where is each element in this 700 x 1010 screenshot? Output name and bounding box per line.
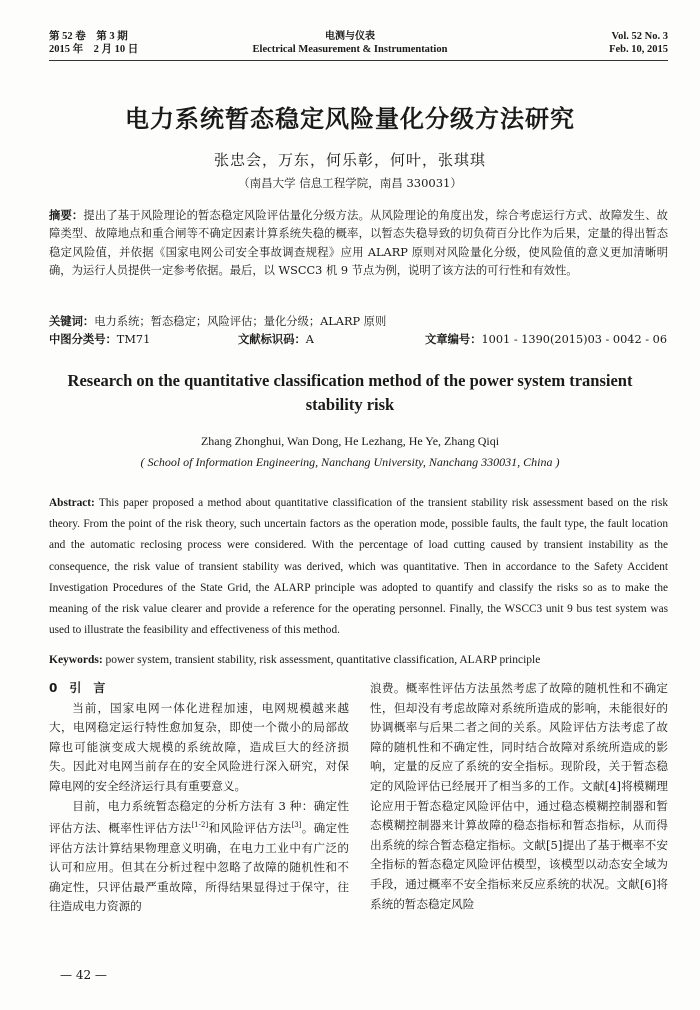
abstract-en	[49, 493, 668, 641]
affiliation-zh: （南昌大学 信息工程学院，南昌 330031）	[238, 176, 462, 190]
header-date-zh: 2015 年 2 月 10 日	[49, 44, 139, 55]
citation-3: [3]	[291, 821, 302, 830]
page-number: — 42 —	[60, 968, 107, 982]
section-heading-intro: 0 引 言	[49, 681, 106, 695]
header-volume-zh: 第 52 卷 第 3 期	[49, 31, 128, 42]
abstract-zh-text: 提出了基于风险理论的暂态稳定风险评估量化分级方法。从风险理论的角度出发，综合考虑运行方式、故障发生、故障类型、故障地点和重合闸等不确定因素计算系统失稳的概率，以暂态失稳导致的切负荷百分比作为后果，定量的得出暂态稳定风险值，并依据《国家电网公司安全事故调查规程》应用 ALARP 原则对风险量化分级，使风险值的意义更加清晰明确，为运行人员提供一定参考依据。最后，以 WSCC3 机 9 节点为例，说明了该方法的可行性和有效性。	[49, 209, 668, 278]
keywords-zh-text: 电力系统；暂态稳定；风险评估；量化分级；ALARP 原则	[94, 315, 387, 328]
header-journal-en: Electrical Measurement & Instrumentation	[252, 44, 448, 55]
clc-value: TM71	[116, 333, 151, 346]
intro-paragraph-1: 当前，国家电网一体化进程加速，电网规模越来越大，电网稳定运行特性愈加复杂，即使一个微小的局部故障也可能演变成大规模的系统故障，造成巨大的经济损失。因此对电网当前存在的安全风险进行深入研究，对保障电网的安全经济运行具有重要意义。	[49, 700, 349, 793]
keywords-en-text: power system, transient stability, risk assessment, quantitative classification, ALARP principle	[102, 654, 541, 666]
body-left-column	[49, 679, 349, 917]
abstract-en-label: Abstract:	[49, 497, 95, 509]
keywords-en-label: Keywords:	[49, 654, 103, 666]
keywords-zh	[49, 313, 386, 330]
abstract-zh	[49, 207, 668, 281]
clc-label: 中图分类号：	[49, 333, 117, 346]
article-number	[425, 331, 667, 348]
intro-p2-part-b: 和风险评估方法	[208, 821, 292, 836]
intro-p2-part-c: 。确定性评估方法计算结果物理意义明确，在电力工业中有广泛的认可和应用。但其在分析过程中忽略了故障的随机性和不确定性，只评估最严重故障，所得结果显得过于保守，往往造成电力资源的	[49, 821, 349, 914]
paper-title-en: Research on the quantitative classification method of the power system transient stability risk	[67, 371, 633, 414]
header-volume-en: Vol. 52 No. 3	[611, 31, 668, 42]
body-right-column	[370, 679, 668, 914]
doc-code	[238, 331, 314, 348]
authors-en: Zhang Zhonghui, Wan Dong, He Lezhang, He Ye, Zhang Qiqi	[200, 434, 500, 448]
doc-code-value: A	[305, 333, 314, 346]
keywords-zh-label: 关键词：	[49, 315, 95, 328]
abstract-en-text: This paper proposed a method about quantitative classification of the transient stability risk assessment based on the risk theory. From the point of the risk theory, such uncertain factors as the operation mode, possible faults, the fault type, the fault location and the automatic reclosing process were considered. With the percentage of load cutting caused by transient instability as the consequence, the risk value of transient stability was derived, which was quantitative. Then in accordance to the Safety Accident Investigation Procedures of the State Grid, the ALARP principle was adopted to quantify and classify the risks so as to make the meaning of the risk value clearer and provide a reference for the operating personnel. Finally, the WSCC3 unit 9 bus test system was used to illustrate the feasibility and effectiveness of this method.	[49, 497, 668, 637]
header-date-en: Feb. 10, 2015	[609, 44, 668, 55]
article-number-label: 文章编号：	[425, 333, 482, 346]
citation-1-2: [1-2]	[191, 821, 209, 830]
doc-code-label: 文献标识码：	[238, 333, 306, 346]
header-journal-zh: 电测与仪表	[325, 31, 375, 42]
header-rule	[49, 60, 668, 61]
keywords-en	[49, 654, 668, 666]
intro-paragraph-2	[49, 797, 349, 917]
affiliation-en: ( School of Information Engineering, Nanchang University, Nanchang 330031, China )	[140, 455, 560, 469]
paper-title-zh: 电力系统暂态稳定风险量化分级方法研究	[125, 105, 575, 133]
intro-p2-part-a: 目前，电力系统暂态稳定的分析方法有 3 种：确定性评估方法、概率性评估方法	[49, 798, 349, 836]
clc-number	[49, 331, 150, 348]
authors-zh: 张忠会，万东，何乐彰，何叶，张琪琪	[213, 151, 486, 169]
right-column-paragraph: 浪费。概率性评估方法虽然考虑了故障的随机性和不确定性，但却没有考虑故障对系统所造成的影响，未能很好的协调概率与后果二者之间的关系。风险评估方法考虑了故障的随机性和不确定性，同时结合故障对系统所造成的影响，定量的反应了系统的安全指标。现阶段，关于暂态稳定的风险评估已经展开了相当多的工作。文献[4]将模糊理论应用于暂态稳定风险评估中，通过稳态模糊控制器和暂态模糊控制器来计算故障的稳态指标和暂态指标，从而得出系统的综合暂态稳定指标。文献[5]提出了基于概率不安全指标的暂态稳定风险评估模型，该模型以动态安全域为手段，通过概率不安全指标来反应系统的状况。文献[6]将系统的暂态稳定风险	[370, 681, 668, 911]
abstract-zh-label: 摘要：	[49, 209, 84, 222]
article-number-value: 1001 - 1390(2015)03 - 0042 - 06	[481, 333, 668, 346]
